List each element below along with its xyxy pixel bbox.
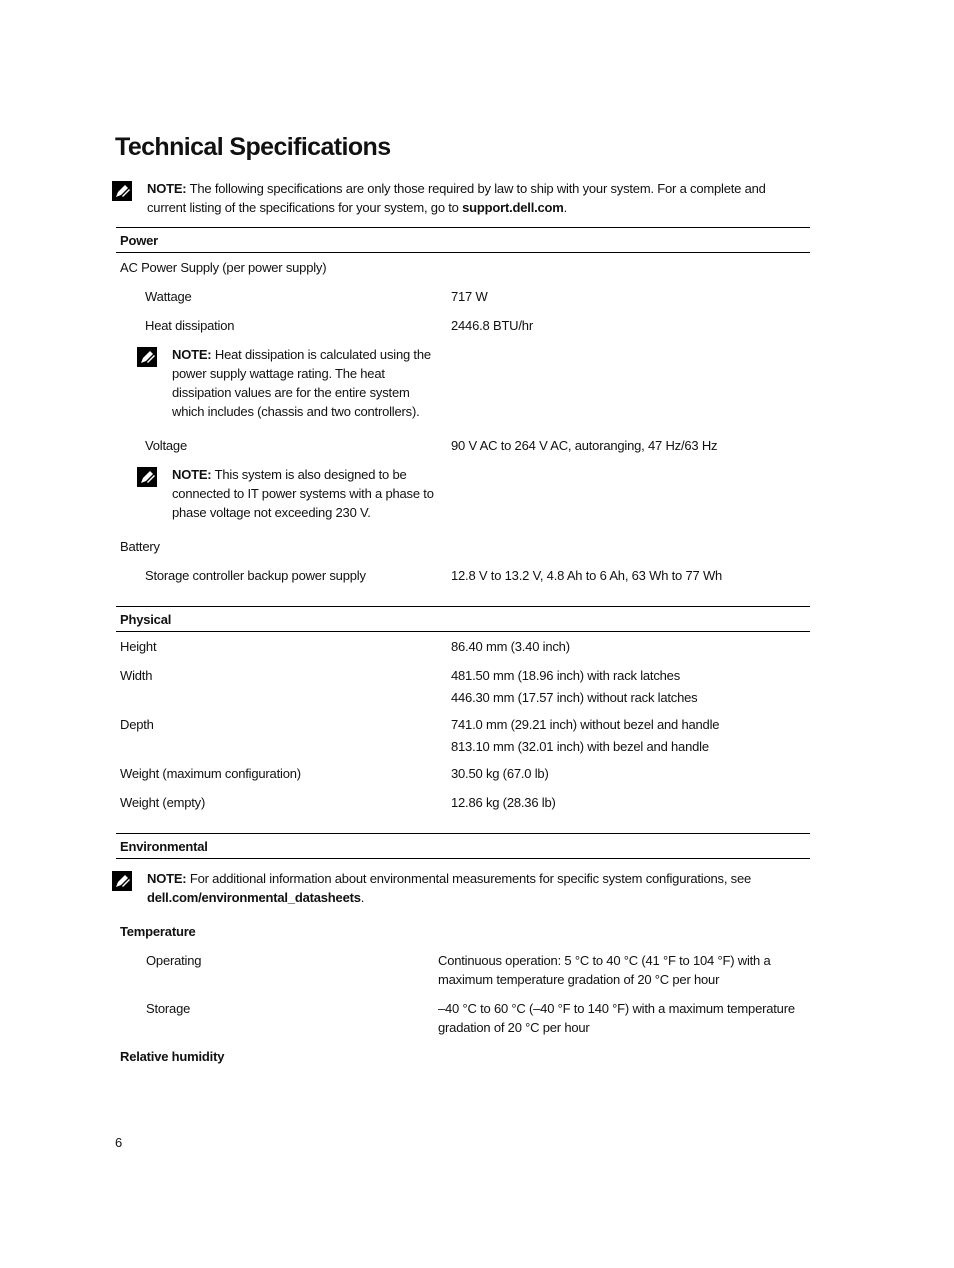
- storage-backup-label: Storage controller backup power supply: [145, 568, 366, 583]
- width-value-with-latches: 481.50 mm (18.96 inch) with rack latches: [451, 668, 680, 683]
- note-environmental: [147, 869, 787, 907]
- ac-power-supply-label: AC Power Supply (per power supply): [120, 260, 327, 275]
- note-end: .: [360, 890, 365, 905]
- note-general: [147, 179, 797, 217]
- note-text: This system is also designed to be connected to IT power systems with a phase to phase voltage not exceeding 230 V.: [172, 467, 434, 520]
- note-label: NOTE:: [147, 181, 187, 196]
- note-pencil-icon: [137, 467, 157, 487]
- storage-temp-value: –40 °C to 60 °C (–40 °F to 140 °F) with a maximum temperature gradation of 20 °C per hour: [438, 1001, 795, 1035]
- heat-dissipation-label: Heat dissipation: [145, 318, 235, 333]
- voltage-value: 90 V AC to 264 V AC, autoranging, 47 Hz/63 Hz: [451, 438, 718, 453]
- note-pencil-icon: [137, 347, 157, 367]
- note-label: NOTE:: [172, 467, 212, 482]
- depth-value-without-bezel: 741.0 mm (29.21 inch) without bezel and handle: [451, 717, 720, 732]
- environmental-datasheets-link[interactable]: dell.com/environmental_datasheets: [147, 890, 361, 905]
- temperature-heading: Temperature: [120, 924, 196, 939]
- operating-label: Operating: [146, 953, 202, 968]
- support-link[interactable]: support.dell.com: [462, 200, 564, 215]
- note-voltage: [172, 465, 450, 522]
- section-rule-top: [116, 227, 810, 228]
- storage-temp-label: Storage: [146, 1001, 191, 1016]
- width-value-without-latches: 446.30 mm (17.57 inch) without rack latches: [451, 690, 698, 705]
- section-rule-top: [116, 833, 810, 834]
- page-title: Technical Specifications: [115, 133, 391, 161]
- section-rule-bottom: [116, 631, 810, 632]
- wattage-value: 717 W: [451, 289, 488, 304]
- weight-max-label: Weight (maximum configuration): [120, 766, 301, 781]
- note-end: .: [563, 200, 568, 215]
- height-label: Height: [120, 639, 157, 654]
- weight-max-value: 30.50 kg (67.0 lb): [451, 766, 549, 781]
- relative-humidity-heading: Relative humidity: [120, 1049, 225, 1064]
- note-heat-dissipation: [172, 345, 444, 421]
- note-text: For additional information about environmental measurements for specific system configurations, see: [189, 871, 752, 886]
- heat-dissipation-value: 2446.8 BTU/hr: [451, 318, 533, 333]
- depth-value-with-bezel: 813.10 mm (32.01 inch) with bezel and handle: [451, 739, 709, 754]
- note-label: NOTE:: [147, 871, 187, 886]
- section-rule-top: [116, 606, 810, 607]
- operating-value: Continuous operation: 5 °C to 40 °C (41 °F to 104 °F) with a maximum temperature gradation of 20 °C per hour: [438, 953, 771, 987]
- depth-label: Depth: [120, 717, 154, 732]
- section-header-power: Power: [120, 233, 159, 248]
- section-header-physical: Physical: [120, 612, 172, 627]
- storage-backup-value: 12.8 V to 13.2 V, 4.8 Ah to 6 Ah, 63 Wh to 77 Wh: [451, 568, 723, 583]
- voltage-label: Voltage: [145, 438, 187, 453]
- height-value: 86.40 mm (3.40 inch): [451, 639, 570, 654]
- weight-empty-label: Weight (empty): [120, 795, 206, 810]
- section-rule-bottom: [116, 252, 810, 253]
- section-rule-bottom: [116, 858, 810, 859]
- wattage-label: Wattage: [145, 289, 192, 304]
- battery-label: Battery: [120, 539, 160, 554]
- note-pencil-icon: [112, 181, 132, 201]
- note-pencil-icon: [112, 871, 132, 891]
- page-number: 6: [115, 1135, 123, 1150]
- weight-empty-value: 12.86 kg (28.36 lb): [451, 795, 556, 810]
- width-label: Width: [120, 668, 153, 683]
- section-header-environmental: Environmental: [120, 839, 208, 854]
- note-label: NOTE:: [172, 347, 212, 362]
- note-text: Heat dissipation is calculated using the power supply wattage rating. The heat dissipation values are for the entire system which includes (chassis and two controllers).: [172, 347, 431, 419]
- note-text: The following specifications are only those required by law to ship with your system. For a complete and current listing of the specifications for your system, go to: [147, 181, 766, 215]
